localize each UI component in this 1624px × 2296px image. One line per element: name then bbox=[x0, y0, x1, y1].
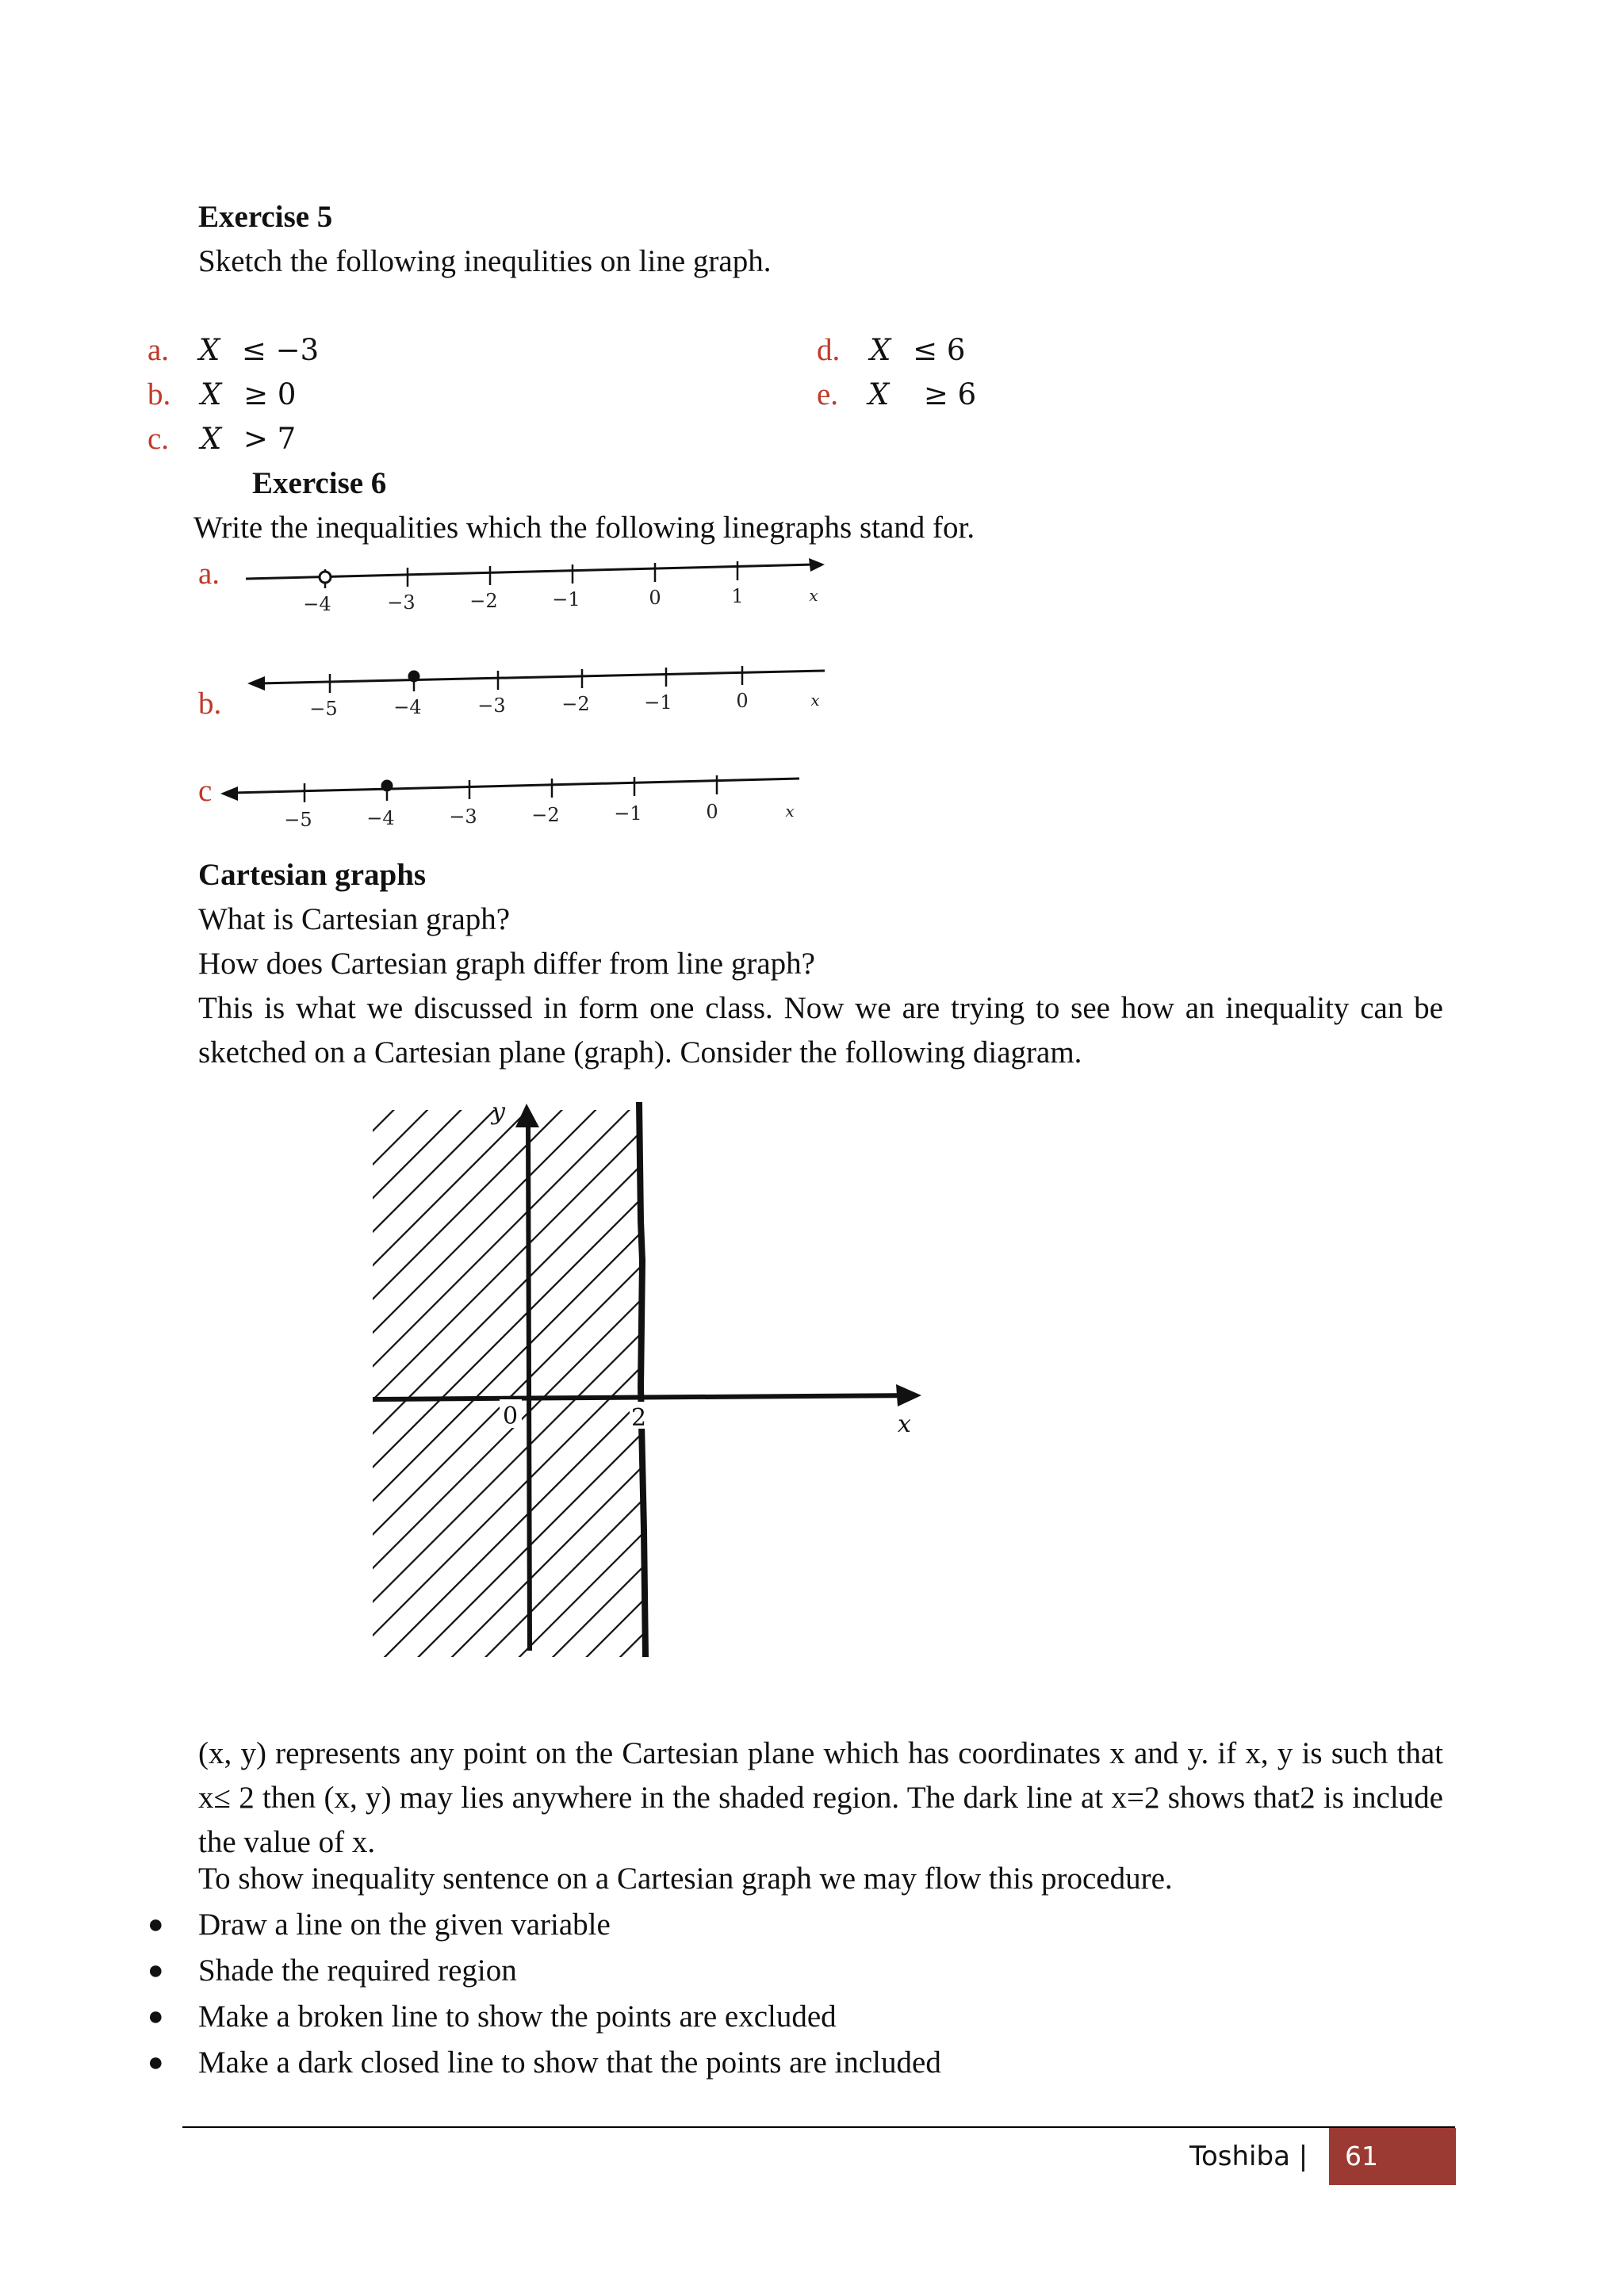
page-number: 61 bbox=[1329, 2128, 1456, 2185]
ex5-item-var: X bbox=[870, 333, 891, 367]
tick-label: −4 bbox=[303, 593, 331, 615]
ex5-item-label: c. bbox=[147, 422, 170, 456]
arrow-left-icon bbox=[220, 786, 238, 801]
footer-separator: | bbox=[1298, 2141, 1308, 2172]
bullet-icon: ● bbox=[147, 1910, 164, 1939]
cartesian-question-1: What is Cartesian graph? bbox=[198, 902, 511, 936]
ex5-item-label: a. bbox=[147, 333, 170, 367]
ex5-item-rel: ≥ 6 bbox=[923, 377, 977, 411]
tick-label: −1 bbox=[644, 691, 672, 714]
footer-rule bbox=[182, 2126, 1455, 2128]
tick-label: 0 bbox=[649, 587, 661, 609]
closed-dot-icon bbox=[381, 780, 393, 792]
axis-label: x bbox=[785, 802, 795, 821]
tick-label: −3 bbox=[387, 591, 416, 614]
ex5-item-label: e. bbox=[817, 377, 839, 411]
shaded-region bbox=[373, 1110, 647, 1657]
cartesian-explanation: (x, y) represents any point on the Cartesian plane which has coordinates x and y. if x, y is such that x≤ 2 then (x, y) may lies anywhere in the shaded region. The dark line at x=2 shows that2 is include the value of x. bbox=[198, 1736, 1443, 1859]
cartesian-diagram bbox=[349, 1086, 1015, 1705]
ex5-item-var: X bbox=[868, 377, 890, 411]
exercise6-instruction: Write the inequalities which the following linegraphs stand for. bbox=[193, 511, 975, 545]
ex5-item-rel: ≤ 6 bbox=[913, 333, 966, 367]
number-line-b bbox=[238, 647, 841, 734]
ex5-item-var: X bbox=[200, 422, 222, 456]
cartesian-heading: Cartesian graphs bbox=[198, 858, 427, 892]
line-label: 2 bbox=[631, 1404, 647, 1432]
closed-dot-icon bbox=[408, 671, 420, 683]
procedure-intro: To show inequality sentence on a Cartesian graph we may flow this procedure. bbox=[198, 1862, 1173, 1896]
cartesian-question-2: How does Cartesian graph differ from line graph? bbox=[198, 947, 815, 981]
ex5-item-a bbox=[147, 330, 319, 371]
ex5-item-d bbox=[817, 330, 965, 371]
number-line-a bbox=[238, 544, 841, 631]
tick-label: −1 bbox=[614, 802, 642, 825]
procedure-step: Shade the required region bbox=[198, 1954, 517, 1988]
ex6-graph-c-label: c bbox=[198, 774, 213, 808]
arrow-right-icon bbox=[809, 558, 825, 572]
exercise5-title: Exercise 5 bbox=[198, 200, 333, 234]
ex5-item-rel: > 7 bbox=[243, 422, 297, 456]
tick-label: −4 bbox=[393, 696, 422, 718]
number-line bbox=[259, 671, 825, 683]
ex5-item-c bbox=[147, 419, 296, 460]
tick-label: −4 bbox=[366, 807, 395, 829]
exercise6-title: Exercise 6 bbox=[252, 466, 387, 500]
tick-label: 0 bbox=[706, 801, 718, 823]
y-axis bbox=[528, 1118, 530, 1651]
tick-label: −1 bbox=[552, 588, 580, 610]
tick-label: −5 bbox=[309, 698, 338, 720]
ex5-item-var: X bbox=[198, 333, 220, 367]
axis-label: x bbox=[809, 586, 818, 605]
bullet-icon: ● bbox=[147, 2002, 164, 2031]
tick-label: 0 bbox=[736, 690, 749, 712]
number-line bbox=[233, 779, 799, 793]
y-axis-label: y bbox=[492, 1098, 505, 1126]
tick-label: −2 bbox=[531, 804, 560, 826]
footer-brand-name: Toshiba bbox=[1189, 2141, 1290, 2172]
tick-label: −3 bbox=[477, 695, 506, 717]
ex5-item-label: b. bbox=[147, 377, 171, 411]
tick-label: −5 bbox=[284, 809, 312, 831]
open-dot-icon bbox=[320, 572, 331, 583]
axis-label: x bbox=[810, 691, 820, 710]
origin-label: 0 bbox=[503, 1402, 519, 1430]
bullet-icon: ● bbox=[147, 1956, 164, 1985]
exercise5-instruction: Sketch the following inequlities on line graph. bbox=[198, 244, 772, 278]
tick-label: −2 bbox=[469, 590, 498, 612]
ex6-graph-a-label: a. bbox=[198, 557, 220, 591]
ex5-item-b bbox=[147, 374, 296, 415]
footer-brand bbox=[1189, 2133, 1308, 2180]
procedure-step: Draw a line on the given variable bbox=[198, 1908, 611, 1942]
x-axis-label: x bbox=[898, 1410, 911, 1438]
ex5-item-var: X bbox=[201, 377, 222, 411]
tick-label: −3 bbox=[449, 806, 477, 828]
arrow-right-icon bbox=[896, 1384, 921, 1406]
ex5-item-e bbox=[817, 374, 976, 415]
procedure-step: Make a broken line to show the points are excluded bbox=[198, 1999, 837, 2034]
number-line-c bbox=[214, 756, 817, 844]
bullet-icon: ● bbox=[147, 2048, 164, 2077]
ex5-item-rel: ≥ 0 bbox=[243, 377, 297, 411]
tick-label: −2 bbox=[561, 693, 590, 715]
ex5-item-label: d. bbox=[817, 333, 841, 367]
ex6-graph-b-label: b. bbox=[198, 687, 222, 721]
tick-label: 1 bbox=[731, 585, 744, 607]
cartesian-intro: This is what we discussed in form one class. Now we are trying to see how an inequality can be sketched on a Cartesian plane (graph). Consider the following diagram. bbox=[198, 991, 1443, 1070]
ex5-item-rel: ≤ −3 bbox=[241, 333, 320, 367]
procedure-step: Make a dark closed line to show that the points are included bbox=[198, 2045, 941, 2080]
arrow-left-icon bbox=[247, 676, 265, 691]
